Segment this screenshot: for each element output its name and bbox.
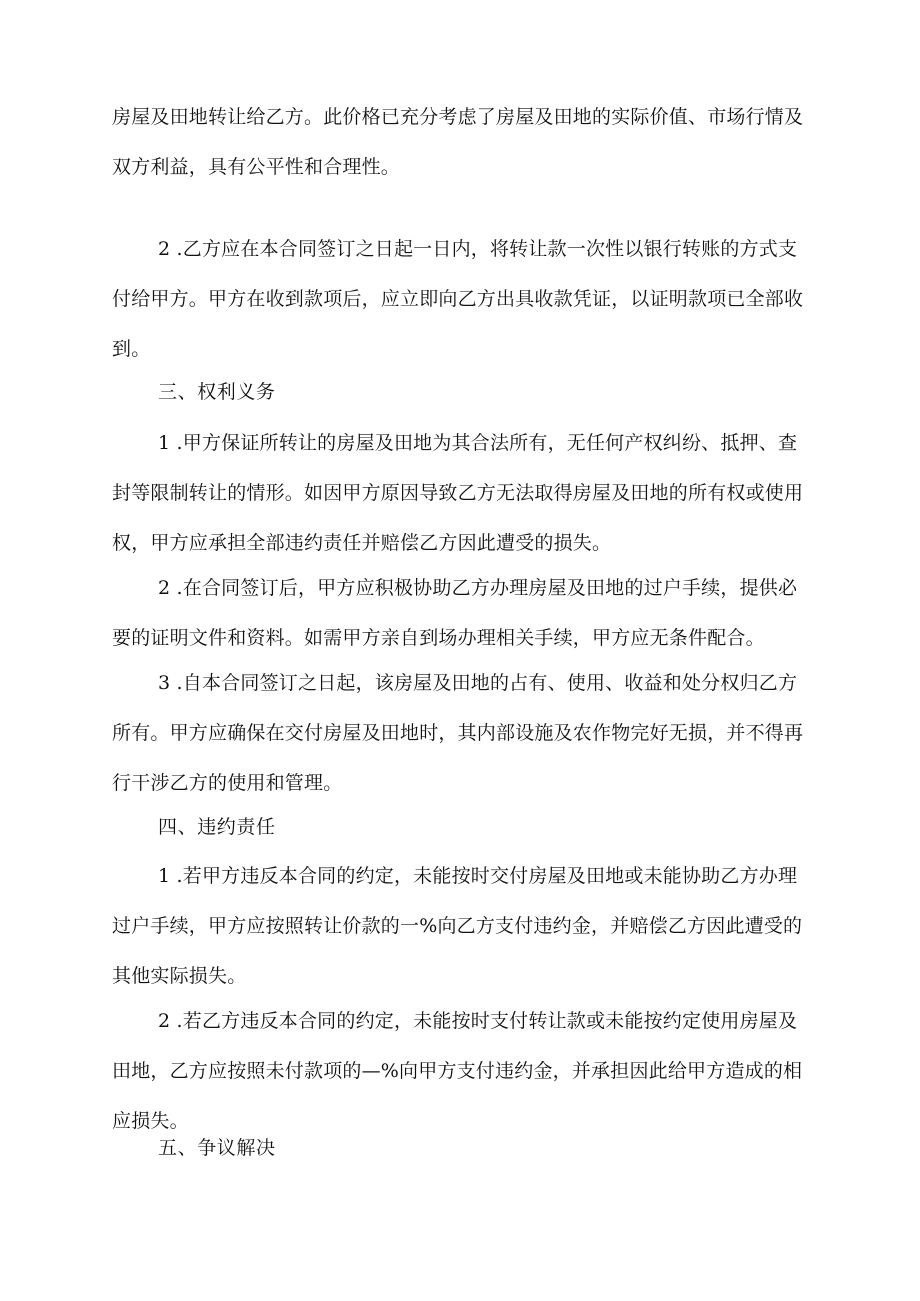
section-heading-rights: 三、权利义务	[158, 381, 276, 403]
paragraph-breach-1: 1 .若甲方违反本合同的约定，未能按时交付房屋及田地或未能协助乙方办理过户手续，甲方应按照转让价款的一%向乙方支付违约金，并赔偿乙方因此遭受的其他实际损失。	[112, 865, 803, 987]
paragraph-rights-3: 3 .自本合同签订之日起，该房屋及田地的占有、使用、收益和处分权归乙方所有。甲方应确保在交付房屋及田地时，其内部设施及农作物完好无损，并不得再行干涉乙方的使用和管理。	[112, 672, 804, 794]
paragraph-breach-2: 2 .若乙方违反本合同的约定，未能按时支付转让款或未能按约定使用房屋及田地，乙方应按照未付款项的—%向甲方支付违约金，并承担因此给甲方造成的相应损失。	[112, 1010, 803, 1132]
paragraph-rights-2: 2 .在合同签订后，甲方应积极协助乙方办理房屋及田地的过户手续，提供必要的证明文件和资料。如需甲方亲自到场办理相关手续，甲方应无条件配合。	[112, 577, 798, 649]
paragraph-payment-2: 2 .乙方应在本合同签订之日起一日内，将转让款一次性以银行转账的方式支付给甲方。甲方在收到款项后，应立即向乙方出具收款凭证，以证明款项已全部收到。	[112, 238, 804, 360]
section-heading-breach: 四、违约责任	[158, 816, 276, 838]
section-heading-dispute: 五、争议解决	[158, 1137, 276, 1159]
paragraph-intro-continuation: 房屋及田地转让给乙方。此价格已充分考虑了房屋及田地的实际价值、市场行情及双方利益，具有公平性和合理性。	[112, 106, 804, 178]
paragraph-rights-1: 1 .甲方保证所转让的房屋及田地为其合法所有，无任何产权纠纷、抵押、查封等限制转让的情形。如因甲方原因导致乙方无法取得房屋及田地的所有权或使用权，甲方应承担全部违约责任并赔偿乙方因此遭受的损失。	[112, 432, 804, 554]
